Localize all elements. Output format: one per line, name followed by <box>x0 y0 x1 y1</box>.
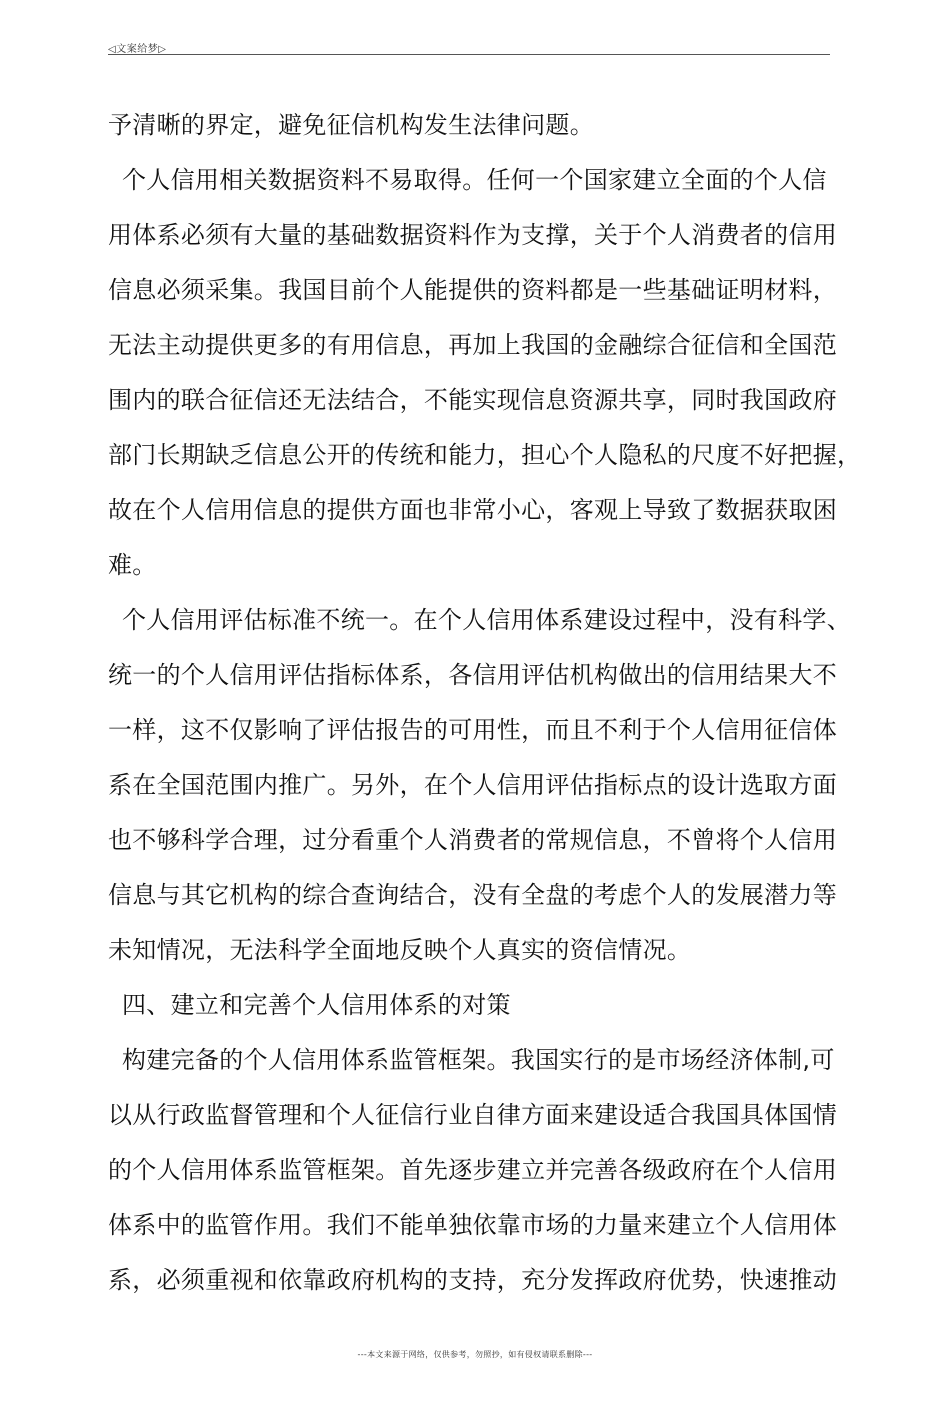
text-line: 也不够科学合理，过分看重个人消费者的常规信息，不曾将个人信用 <box>108 826 837 854</box>
text-line: 统一的个人信用评估指标体系，各信用评估机构做出的信用结果大不 <box>108 661 837 689</box>
text-line: 系，必须重视和依靠政府机构的支持，充分发挥政府优势，快速推动 <box>108 1266 837 1294</box>
text-line: 部门长期缺乏信息公开的传统和能力，担心个人隐私的尺度不好把握， <box>108 441 862 469</box>
text-line: 信息必须采集。我国目前个人能提供的资料都是一些基础证明材料， <box>108 276 837 304</box>
text-line: 以从行政监督管理和个人征信行业自律方面来建设适合我国具体国情 <box>108 1101 837 1129</box>
text-line: 围内的联合征信还无法结合，不能实现信息资源共享，同时我国政府 <box>108 386 837 414</box>
text-line: 的个人信用体系监管框架。首先逐步建立并完善各级政府在个人信用 <box>108 1156 837 1184</box>
page-footer: ---本文来源于网络，仅供参考，勿照抄，如有侵权请联系删除--- <box>357 1350 593 1359</box>
text-line: 无法主动提供更多的有用信息，再加上我国的金融综合征信和全国范 <box>108 331 837 359</box>
text-line: 予清晰的界定，避免征信机构发生法律问题。 <box>108 111 594 139</box>
text-line: 一样，这不仅影响了评估报告的可用性，而且不利于个人信用征信体 <box>108 716 837 744</box>
text-line: 故在个人信用信息的提供方面也非常小心，客观上导致了数据获取困 <box>108 496 837 524</box>
text-line: 信息与其它机构的综合查询结合，没有全盘的考虑个人的发展潜力等 <box>108 881 837 909</box>
text-line: 用体系必须有大量的基础数据资料作为支撑，关于个人消费者的信用 <box>108 221 837 249</box>
text-line: 系在全国范围内推广。另外，在个人信用评估指标点的设计选取方面 <box>108 771 837 799</box>
text-line: 构建完备的个人信用体系监管框架。我国实行的是市场经济体制,可 <box>122 1046 835 1074</box>
section-heading: 四、建立和完善个人信用体系的对策 <box>122 991 511 1019</box>
header-divider <box>108 54 830 55</box>
text-line: 个人信用相关数据资料不易取得。任何一个国家建立全面的个人信 <box>122 166 827 194</box>
page-header: ◁文案给梦▷ <box>108 44 167 55</box>
document-body <box>108 98 862 1308</box>
text-line: 难。 <box>108 551 157 579</box>
text-line: 未知情况，无法科学全面地反映个人真实的资信情况。 <box>108 936 692 964</box>
text-line: 体系中的监管作用。我们不能单独依靠市场的力量来建立个人信用体 <box>108 1211 837 1239</box>
text-line: 个人信用评估标准不统一。在个人信用体系建设过程中，没有科学、 <box>122 606 851 634</box>
